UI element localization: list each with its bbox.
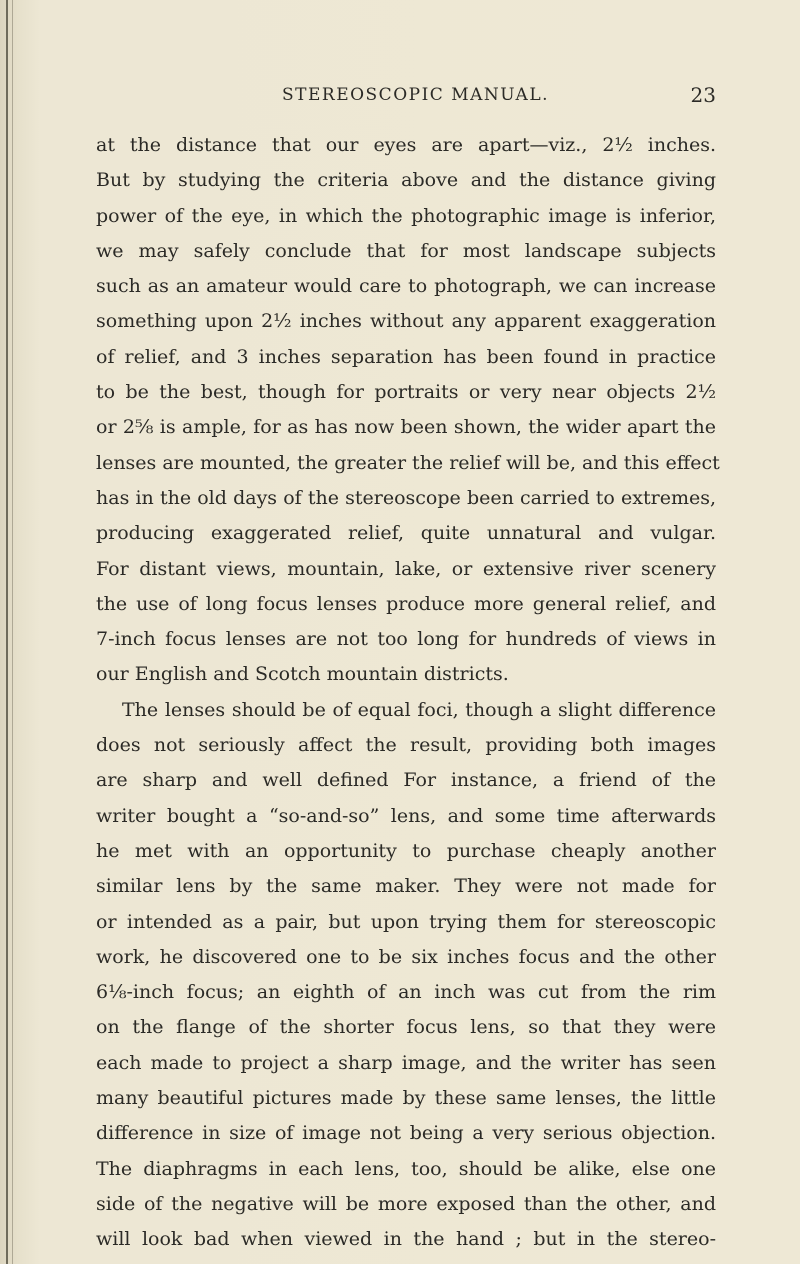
text-line: lenses are mounted, the greater the relief will be, and this effect [96,451,720,474]
running-head [96,85,716,109]
text-line: has in the old days of the stereoscope been carried to extremes, [96,486,716,509]
text-line: similar lens by the same maker. They were not made for [96,875,716,898]
text-line: such as an amateur would care to photograph, we can increase [96,275,716,298]
text-line: For distant views, mountain, lake, or extensive river scenery [96,557,716,580]
text-line: power of the eye, in which the photographic image is inferior, [96,204,716,227]
text-line: we may safely conclude that for most landscape subjects [96,239,716,262]
text-line: to be the best, though for portraits or very near objects 2½ [96,381,716,404]
paragraph [96,693,716,1258]
text-line: of relief, and 3 inches separation has been found in practice [96,345,716,368]
text-line: are sharp and well defined For instance, a friend of the [96,769,716,792]
text-line: does not seriously affect the result, providing both images [96,734,716,757]
page-number: 23 [690,83,716,107]
binding-shadow [12,0,13,1264]
text-line: difference in size of image not being a very serious objection. [96,1122,716,1145]
text-line: he met with an opportunity to purchase cheaply another [96,839,716,862]
text-line: each made to project a sharp image, and the writer has seen [96,1051,716,1074]
text-line: The diaphragms in each lens, too, should be alike, else one [96,1157,716,1180]
running-head-title: STEREOSCOPIC MANUAL. [282,85,550,105]
text-line: will look bad when viewed in the hand ; but in the stereo- [96,1228,716,1251]
text-line: 7-inch focus lenses are not too long for hundreds of views in [96,628,716,651]
text-line: something upon 2½ inches without any apparent exaggeration [96,310,716,333]
text-line: the use of long focus lenses produce more general relief, and [96,592,716,615]
text-line: many beautiful pictures made by these same lenses, the little [96,1087,716,1110]
binding-edge [6,0,8,1264]
text-line: or 2⅝ is ample, for as has now been shown, the wider apart the [96,416,716,439]
text-line: writer bought a “so-and-so” lens, and some time afterwards [96,804,716,827]
text-line: work, he discovered one to be six inches focus and the other [96,945,716,968]
text-line: producing exaggerated relief, quite unnatural and vulgar. [96,522,716,545]
paragraph [96,128,720,693]
text-line: our English and Scotch mountain districts. [96,663,509,686]
body-text [96,128,720,1258]
text-line: side of the negative will be more exposed than the other, and [96,1192,716,1215]
text-line: The lenses should be of equal foci, though a slight difference [122,698,716,721]
text-line: 6⅛-inch focus; an eighth of an inch was cut from the rim [96,981,716,1004]
text-line: or intended as a pair, but upon trying them for stereoscopic [96,910,716,933]
text-line: at the distance that our eyes are apart—viz., 2½ inches. [96,134,716,156]
text-line: But by studying the criteria above and the distance giving [96,169,716,192]
text-line: on the flange of the shorter focus lens, so that they were [96,1016,716,1039]
